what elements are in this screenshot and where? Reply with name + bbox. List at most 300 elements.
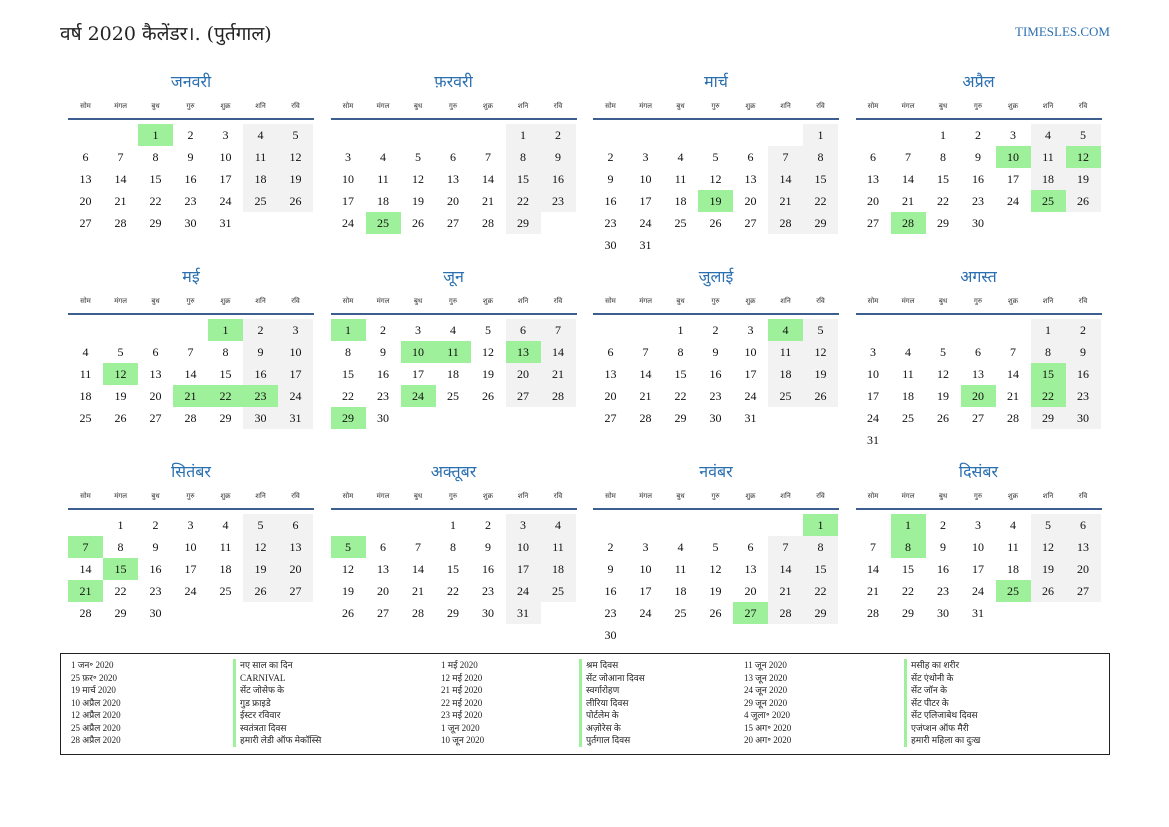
day-cell: 3 [187, 518, 194, 532]
day-cell: 14 [768, 558, 803, 580]
month-1 [68, 70, 314, 260]
day-cell: 20 [79, 194, 92, 208]
day-cell: 12 [278, 146, 313, 168]
day-cell: 17 [412, 367, 424, 381]
day-cell: 13 [604, 367, 617, 381]
holiday-day-cell: 1 [208, 319, 243, 341]
legend-holiday-name: मसीह का शरीर [904, 659, 980, 672]
day-cell: 5 [117, 345, 124, 359]
weekday-label: शुक्र [220, 297, 231, 305]
weekday-label: गुरु [186, 102, 195, 110]
weekday-label: मंगल [639, 297, 652, 305]
day-cell: 28 [482, 216, 494, 230]
legend-names-column [233, 659, 321, 747]
day-cell: 14 [902, 172, 914, 186]
day-cell: 23 [972, 194, 984, 208]
day-cell: 30 [184, 216, 197, 230]
weekday-header [331, 297, 577, 311]
day-cell: 2 [1066, 319, 1101, 341]
day-cell: 20 [278, 558, 313, 580]
day-cell: 10 [184, 540, 197, 554]
day-cell: 26 [278, 190, 313, 212]
holiday-day-cell: 21 [68, 580, 103, 602]
month-12 [856, 460, 1102, 650]
day-cell: 10 [219, 150, 232, 164]
day-cell: 18 [768, 363, 803, 385]
day-cell: 30 [243, 407, 278, 429]
day-cell: 11 [541, 536, 576, 558]
legend-holiday-name: श्रम दिवस [579, 659, 645, 672]
legend-date: 1 जन॰ 2020 [71, 660, 114, 670]
day-cell: 13 [79, 172, 92, 186]
day-cell: 5 [485, 323, 491, 337]
day-cell: 3 [222, 128, 229, 142]
day-cell: 11 [674, 562, 687, 576]
day-cell: 31 [506, 602, 541, 624]
day-cell: 25 [79, 411, 92, 425]
month-3 [593, 70, 839, 260]
day-cell: 20 [149, 389, 162, 403]
day-cell: 7 [870, 540, 876, 554]
day-cell: 9 [1066, 341, 1101, 363]
weekday-label: गुरु [973, 102, 983, 110]
weekday-label: गुरु [448, 492, 458, 500]
day-cell: 12 [709, 172, 722, 186]
day-cell: 6 [380, 540, 386, 554]
day-cell: 7 [905, 150, 911, 164]
weekday-label: शनि [1042, 297, 1054, 305]
day-cell: 19 [278, 168, 313, 190]
holiday-day-cell: 10 [996, 146, 1031, 168]
day-cell: 13 [744, 562, 757, 576]
day-cell: 29 [803, 602, 838, 624]
day-cell: 4 [1010, 518, 1016, 532]
day-cell: 7 [1010, 345, 1016, 359]
month-9 [68, 460, 314, 650]
legend-holiday-name: नए साल का दिन [233, 659, 321, 672]
weekday-rule [331, 118, 577, 120]
day-cell: 31 [219, 216, 232, 230]
day-cell: 7 [642, 345, 649, 359]
day-cell: 26 [1031, 580, 1066, 602]
day-cell: 4 [677, 150, 684, 164]
day-cell: 19 [709, 584, 722, 598]
day-cell: 13 [867, 172, 879, 186]
day-cell: 31 [867, 433, 879, 447]
holiday-day-cell: 11 [436, 341, 471, 363]
day-cell: 18 [674, 584, 687, 598]
weekday-rule [856, 508, 1102, 510]
day-cell: 4 [541, 514, 576, 536]
day-cell: 20 [1066, 558, 1101, 580]
day-cell: 27 [79, 216, 92, 230]
day-cell: 27 [149, 411, 162, 425]
day-cell: 23 [184, 194, 197, 208]
day-cell: 14 [867, 562, 879, 576]
day-cell: 26 [1066, 190, 1101, 212]
weekday-label: बुध [151, 297, 160, 305]
day-cell: 24 [867, 411, 879, 425]
day-cell: 17 [639, 194, 652, 208]
day-cell: 23 [604, 606, 617, 620]
weekday-label: रवि [291, 102, 300, 110]
day-cell: 2 [152, 518, 159, 532]
day-cell: 26 [412, 216, 424, 230]
holiday-day-cell: 19 [698, 190, 733, 212]
day-cell: 19 [412, 194, 424, 208]
day-cell: 8 [803, 536, 838, 558]
day-cell: 12 [243, 536, 278, 558]
day-cell: 28 [184, 411, 197, 425]
legend-date: 24 जून 2020 [744, 685, 788, 695]
day-cell: 12 [709, 562, 722, 576]
day-cell: 27 [867, 216, 879, 230]
day-cell: 9 [152, 540, 159, 554]
day-cell: 1 [803, 124, 838, 146]
weekday-header [331, 102, 577, 116]
weekday-label: गुरु [973, 492, 983, 500]
legend-date: 13 जून 2020 [744, 672, 788, 683]
holiday-day-cell: 21 [173, 385, 208, 407]
day-cell: 11 [1007, 540, 1019, 554]
weekday-rule [68, 118, 314, 120]
day-cell: 28 [412, 606, 424, 620]
day-cell: 16 [482, 562, 494, 576]
day-cell: 1 [1031, 319, 1066, 341]
day-cell: 4 [905, 345, 911, 359]
day-cell: 29 [803, 212, 838, 234]
day-cell: 29 [506, 212, 541, 234]
day-cell: 15 [937, 172, 949, 186]
day-cell: 9 [187, 150, 194, 164]
weekday-label: शुक्र [1007, 102, 1019, 110]
day-cell: 31 [972, 606, 984, 620]
holiday-day-cell: 25 [366, 212, 401, 234]
day-cell: 3 [278, 319, 313, 341]
holiday-day-cell: 23 [243, 385, 278, 407]
day-cell: 21 [768, 580, 803, 602]
weekday-rule [68, 508, 314, 510]
weekday-label: शनि [1042, 492, 1054, 500]
day-cell: 16 [709, 367, 722, 381]
day-cell: 25 [541, 580, 576, 602]
weekday-label: शुक्र [745, 102, 756, 110]
day-cell: 29 [1031, 407, 1066, 429]
day-cell: 6 [607, 345, 614, 359]
month-2 [331, 70, 577, 260]
day-cell: 28 [79, 606, 92, 620]
weekday-label: रवि [291, 297, 300, 305]
day-cell: 2 [485, 518, 491, 532]
day-cell: 30 [709, 411, 722, 425]
day-cell: 10 [278, 341, 313, 363]
day-cell: 23 [482, 584, 494, 598]
weekday-label: शुक्र [745, 492, 756, 500]
day-cell: 15 [506, 168, 541, 190]
day-cell: 21 [482, 194, 494, 208]
day-cell: 18 [79, 389, 92, 403]
holiday-day-cell: 1 [891, 514, 926, 536]
legend-holiday-name: पोर्टलेम के [579, 709, 645, 722]
day-cell: 24 [972, 584, 984, 598]
weekday-label: बुध [413, 492, 423, 500]
day-cell: 25 [902, 411, 914, 425]
day-cell: 17 [506, 558, 541, 580]
day-cell: 18 [243, 168, 278, 190]
day-cell: 21 [1007, 389, 1019, 403]
day-cell: 3 [747, 323, 754, 337]
month-5 [68, 265, 314, 455]
legend-date: 28 अप्रैल 2020 [71, 735, 121, 745]
day-cell: 14 [184, 367, 197, 381]
weekday-header [593, 102, 839, 116]
weekday-label: रवि [816, 297, 825, 305]
day-cell: 2 [607, 540, 614, 554]
weekday-label: शुक्र [482, 102, 494, 110]
day-cell: 24 [639, 606, 652, 620]
day-cell: 24 [278, 385, 313, 407]
day-cell: 13 [278, 536, 313, 558]
day-cell: 3 [642, 540, 649, 554]
weekday-label: सोम [80, 297, 91, 305]
day-cell: 25 [674, 606, 687, 620]
day-cell: 21 [541, 363, 576, 385]
day-cell: 14 [1007, 367, 1019, 381]
day-cell: 20 [604, 389, 617, 403]
day-cell: 24 [184, 584, 197, 598]
legend-holiday-name: सेंट एंथोनी के [904, 672, 980, 685]
day-cell: 9 [975, 150, 981, 164]
day-cell: 6 [506, 319, 541, 341]
weekday-header [68, 102, 314, 116]
day-cell: 20 [377, 584, 389, 598]
weekday-label: सोम [605, 297, 616, 305]
weekday-label: मंगल [639, 492, 652, 500]
day-cell: 10 [972, 540, 984, 554]
day-cell: 10 [867, 367, 879, 381]
day-cell: 8 [506, 146, 541, 168]
day-cell: 19 [114, 389, 127, 403]
weekday-label: गुरु [186, 297, 195, 305]
month-title: अगस्त [960, 267, 997, 286]
day-cell: 8 [940, 150, 946, 164]
day-cell: 30 [937, 606, 949, 620]
day-cell: 3 [870, 345, 876, 359]
legend-date: 22 मई 2020 [441, 697, 483, 708]
holiday-day-cell: 13 [506, 341, 541, 363]
day-cell: 13 [744, 172, 757, 186]
weekday-label: बुध [413, 297, 423, 305]
day-cell: 5 [243, 514, 278, 536]
month-title: दिसंबर [958, 462, 999, 481]
day-cell: 16 [972, 172, 984, 186]
holiday-day-cell: 25 [996, 580, 1031, 602]
day-cell: 27 [377, 606, 389, 620]
holiday-day-cell: 1 [803, 514, 838, 536]
legend-date: 23 मई 2020 [441, 710, 483, 720]
holiday-day-cell: 12 [1066, 146, 1101, 168]
day-cell: 1 [677, 323, 684, 337]
weekday-label: बुध [938, 102, 948, 110]
legend-date: 20 अग॰ 2020 [744, 735, 792, 745]
holiday-day-cell: 15 [103, 558, 138, 580]
month-6 [331, 265, 577, 455]
day-cell: 17 [278, 363, 313, 385]
day-cell: 16 [184, 172, 197, 186]
weekday-label: गुरु [448, 102, 458, 110]
day-cell: 19 [342, 584, 354, 598]
day-cell: 14 [412, 562, 424, 576]
day-cell: 26 [709, 216, 722, 230]
weekday-header [68, 297, 314, 311]
day-cell: 12 [1031, 536, 1066, 558]
day-cell: 6 [450, 150, 456, 164]
weekday-label: शनि [780, 102, 791, 110]
weekday-label: शुक्र [482, 492, 494, 500]
weekday-rule [331, 313, 577, 315]
weekday-label: रवि [1078, 102, 1088, 110]
day-cell: 22 [342, 389, 354, 403]
weekday-label: सोम [342, 297, 354, 305]
day-cell: 26 [482, 389, 494, 403]
page-header [60, 18, 1110, 48]
day-cell: 5 [803, 319, 838, 341]
day-cell: 18 [219, 562, 232, 576]
day-cell: 26 [803, 385, 838, 407]
day-cell: 6 [870, 150, 876, 164]
weekday-label: शुक्र [220, 102, 231, 110]
day-cell: 29 [114, 606, 127, 620]
weekday-header [593, 297, 839, 311]
day-cell: 11 [674, 172, 687, 186]
day-cell: 26 [709, 606, 722, 620]
legend-date: 25 अप्रैल 2020 [71, 722, 121, 733]
day-cell: 5 [1031, 514, 1066, 536]
day-cell: 3 [1010, 128, 1016, 142]
month-11 [593, 460, 839, 650]
day-cell: 7 [541, 319, 576, 341]
legend-holiday-name: सेंट जॉन के [904, 684, 980, 697]
day-cell: 28 [768, 212, 803, 234]
day-cell: 18 [377, 194, 389, 208]
day-cell: 22 [674, 389, 687, 403]
day-cell: 10 [342, 172, 354, 186]
weekday-label: शनि [517, 102, 529, 110]
day-cell: 21 [902, 194, 914, 208]
day-cell: 5 [278, 124, 313, 146]
weekday-label: शुक्र [1007, 492, 1019, 500]
month-title: जुलाई [698, 267, 734, 286]
month-title: मई [182, 267, 200, 286]
holiday-day-cell: 1 [331, 319, 366, 341]
weekday-label: सोम [867, 297, 879, 305]
day-cell: 27 [278, 580, 313, 602]
day-cell: 9 [541, 146, 576, 168]
legend-date: 25 फ़र॰ 2020 [71, 672, 117, 683]
weekday-header [331, 492, 577, 506]
day-cell: 30 [482, 606, 494, 620]
month-title: अक्तूबर [430, 462, 477, 481]
day-cell: 2 [712, 323, 719, 337]
site-link[interactable]: TIMESLES.COM [1015, 24, 1110, 39]
weekday-label: मंगल [901, 102, 915, 110]
day-cell: 17 [1007, 172, 1019, 186]
day-cell: 26 [342, 606, 354, 620]
day-cell: 8 [152, 150, 159, 164]
day-cell: 31 [278, 407, 313, 429]
day-cell: 26 [114, 411, 127, 425]
day-cell: 3 [506, 514, 541, 536]
legend-holiday-name: सेंट जोसेफ के [233, 684, 321, 697]
day-cell: 14 [79, 562, 92, 576]
day-cell: 3 [415, 323, 421, 337]
month-title: अप्रैल [962, 72, 995, 91]
day-cell: 22 [149, 194, 162, 208]
day-cell: 27 [506, 385, 541, 407]
day-cell: 8 [1031, 341, 1066, 363]
day-cell: 9 [485, 540, 491, 554]
day-cell: 1 [117, 518, 124, 532]
day-cell: 15 [674, 367, 687, 381]
day-cell: 24 [1007, 194, 1019, 208]
day-cell: 24 [506, 580, 541, 602]
day-cell: 1 [450, 518, 456, 532]
weekday-label: शनि [780, 297, 791, 305]
day-cell: 7 [187, 345, 194, 359]
weekday-label: रवि [553, 102, 563, 110]
day-cell: 30 [604, 628, 617, 642]
day-cell: 17 [972, 562, 984, 576]
day-cell: 13 [972, 367, 984, 381]
weekday-label: गुरु [711, 297, 720, 305]
weekday-label: सोम [867, 102, 879, 110]
legend-date: 1 मई 2020 [441, 660, 478, 670]
holiday-day-cell: 20 [961, 385, 996, 407]
month-title: जनवरी [170, 72, 212, 91]
month-title: मार्च [704, 72, 728, 91]
weekday-rule [331, 508, 577, 510]
day-cell: 22 [114, 584, 127, 598]
day-cell: 17 [184, 562, 197, 576]
day-cell: 31 [744, 411, 757, 425]
day-cell: 14 [482, 172, 494, 186]
day-cell: 12 [412, 172, 424, 186]
weekday-label: सोम [80, 492, 91, 500]
weekday-label: सोम [342, 102, 354, 110]
day-cell: 29 [219, 411, 232, 425]
weekday-label: मंगल [376, 297, 390, 305]
day-cell: 18 [541, 558, 576, 580]
holiday-day-cell: 4 [768, 319, 803, 341]
day-cell: 7 [768, 146, 803, 168]
weekday-label: रवि [291, 492, 300, 500]
day-cell: 3 [642, 150, 649, 164]
weekday-label: बुध [938, 492, 948, 500]
day-cell: 30 [1066, 407, 1101, 429]
day-cell: 25 [447, 389, 459, 403]
day-cell: 24 [342, 216, 354, 230]
weekday-label: शुक्र [745, 297, 756, 305]
legend-holiday-name: लीरिया दिवस [579, 697, 645, 710]
holiday-day-cell: 24 [401, 385, 436, 407]
day-cell: 27 [447, 216, 459, 230]
holiday-day-cell: 5 [331, 536, 366, 558]
day-cell: 6 [747, 540, 754, 554]
day-cell: 17 [342, 194, 354, 208]
day-cell: 2 [380, 323, 386, 337]
day-cell: 18 [1007, 562, 1019, 576]
weekday-label: बुध [676, 297, 685, 305]
